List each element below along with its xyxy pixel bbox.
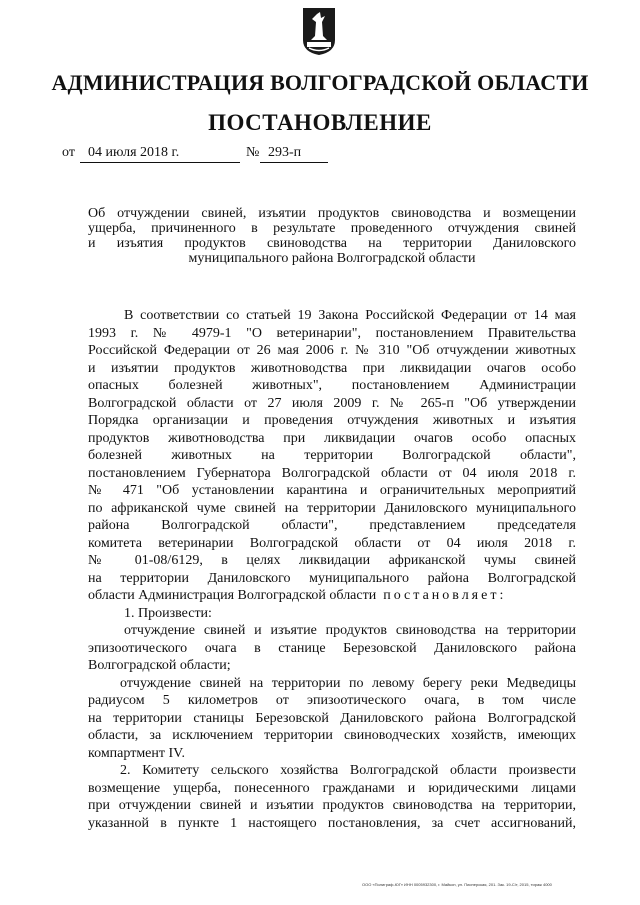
document-date: 04 июля 2018 г.: [88, 145, 180, 160]
body-line: Порядка организации и проведения отчуждения животных и изъятия: [88, 413, 576, 428]
number-underline: [260, 162, 328, 163]
body-line: № 471 "Об установлении карантина и ограничительных мероприятий: [88, 483, 576, 498]
body-line: В соответствии со статьей 19 Закона Российской Федерации от 14 мая: [124, 308, 576, 323]
printer-imprint: ООО «Полиграф-ЮГ» ИНН 0005932300, г. Майкоп, ул. Пионерская, 201. Зак. 19-С/т, 2015, тираж 4000: [362, 882, 552, 887]
date-underline: [80, 162, 240, 163]
title-line: Об отчуждении свиней, изъятии продуктов свиноводства и возмещении: [88, 206, 576, 221]
document-number: 293-п: [268, 145, 302, 160]
title-line: ущерба, причиненного в результате проведенного отчуждения свиней: [88, 221, 576, 236]
body-line: возмещение ущерба, понесенного гражданами и юридическими лицами: [88, 780, 576, 796]
body-line: опасных болезней животных", постановлением Администрации: [88, 378, 576, 393]
body-line: по африканской чуме свиней на территории Даниловского муниципального: [88, 500, 576, 516]
document-title: [88, 206, 576, 266]
body-line: 2. Комитету сельского хозяйства Волгоградской области произвести: [120, 763, 576, 778]
date-prefix: от: [62, 145, 75, 160]
number-prefix: №: [246, 145, 260, 160]
body-line: эпизоотического очага в станице Березовской Даниловского района: [88, 640, 576, 656]
document-type: ПОСТАНОВЛЕНИЕ: [208, 110, 432, 135]
organization-name: АДМИНИСТРАЦИЯ ВОЛГОГРАДСКОЙ ОБЛАСТИ: [51, 70, 589, 95]
title-line: муниципального района Волгоградской области: [188, 251, 476, 266]
body-line: № 01-08/6129, в целях ликвидации африканской чумы свиней: [88, 553, 576, 568]
body-line: Волгоградской области;: [88, 658, 231, 673]
body-line: радиусом 5 километров от эпизоотического очага, в том числе: [88, 693, 576, 708]
body-line: области, за исключением территории свиноводческих хозяйств, имеющих: [88, 728, 576, 743]
body-line: отчуждение свиней и изъятие продуктов свиноводства на территории: [124, 623, 576, 638]
coat-of-arms-emblem: [301, 6, 337, 56]
title-line: и изъятия продуктов свиноводства на территории Даниловского: [88, 236, 576, 251]
body-line: 1993 г. № 4979-1 "О ветеринарии", постановлением Правительства: [88, 325, 576, 341]
resolve-word: постановляет:: [383, 588, 507, 603]
body-line: указанной в пункте 1 настоящего постановления, за счет ассигнований,: [88, 815, 576, 831]
body-line: и изъятии продуктов животноводства при ликвидации очагов особо: [88, 360, 576, 376]
body-line: Российской Федерации от 26 мая 2006 г. № 310 "Об отчуждении животных: [88, 343, 576, 358]
body-line: на территории Даниловского муниципального района Волгоградской: [88, 570, 576, 586]
body-line: Волгоградской области от 27 июля 2009 г. № 265-п "Об утверждении: [88, 395, 576, 411]
body-line-resolve: [88, 587, 576, 605]
body-line: области Администрация Волгоградской области: [88, 588, 377, 603]
body-line: постановлением Губернатора Волгоградской области от 04 июля 2018 г.: [88, 465, 576, 481]
body-line: болезней животных на территории Волгоградской области",: [88, 448, 576, 463]
body-line: отчуждение свиней на территории по левому берегу реки Медведицы: [120, 675, 576, 691]
body-line: продуктов животноводства при ликвидации очагов особо опасных: [88, 430, 576, 446]
body-line: при отчуждении свиней и изъятии продуктов свиноводства на территории,: [88, 798, 576, 813]
body-line: комитета ветеринарии Волгоградской области от 04 июля 2018 г.: [88, 535, 576, 551]
body-line: района Волгоградской области", представлением председателя: [88, 518, 576, 533]
document-body: [88, 307, 576, 832]
clause-heading: 1. Произвести:: [124, 605, 212, 621]
body-line: компартмент IV.: [88, 745, 185, 761]
body-line: на территории станицы Березовской Даниловского района Волгоградской: [88, 710, 576, 726]
